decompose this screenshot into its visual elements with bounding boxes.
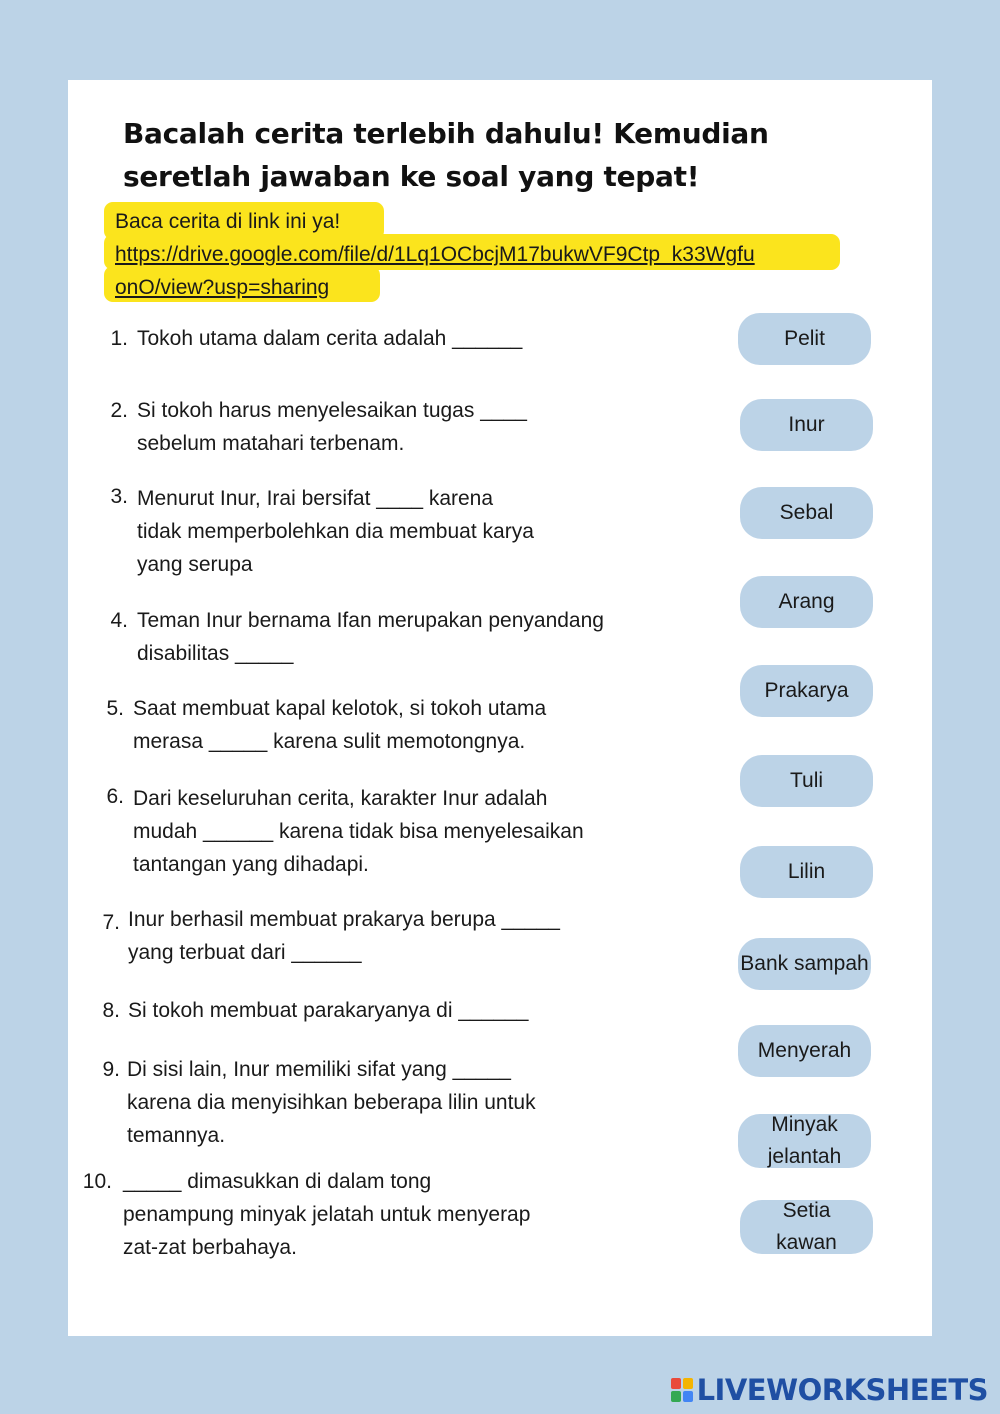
brand-name: LIVEWORKSHEETS [696, 1373, 988, 1407]
logo-square-yellow [683, 1378, 693, 1389]
answer-pill-bank-sampah[interactable] [738, 938, 871, 990]
answer-label: Lilin [787, 860, 826, 883]
story-link-intro: Baca cerita di link ini ya! [115, 210, 341, 233]
question-line: mudah ______ karena tidak bisa menyelesaikan [133, 820, 584, 843]
question-text [128, 903, 560, 969]
question-text [137, 604, 604, 670]
question-number: 5. [106, 697, 124, 720]
question-line: Tokoh utama dalam cerita adalah ______ [137, 327, 523, 350]
logo-square-green [671, 1391, 681, 1402]
question-text [137, 394, 527, 460]
question-line: Si tokoh harus menyelesaikan tugas ____ [137, 399, 527, 422]
answer-label: Inur [788, 413, 825, 436]
answer-pill-prakarya[interactable] [740, 665, 873, 717]
question-line: disabilitas _____ [137, 642, 294, 665]
question-number: 6. [106, 785, 124, 808]
answer-pill-sebal[interactable] [740, 487, 873, 539]
question-text [137, 482, 534, 581]
logo-square-red [671, 1378, 681, 1389]
question-line: Teman Inur bernama Ifan merupakan penyandang [137, 609, 604, 632]
question-line: tantangan yang dihadapi. [133, 853, 369, 876]
question-text [128, 994, 528, 1027]
answer-label: Setia kawan [776, 1199, 837, 1254]
question-line: karena dia menyisihkan beberapa lilin untuk [127, 1091, 536, 1114]
answer-label: Bank sampah [740, 952, 869, 975]
answer-pill-menyerah[interactable] [738, 1025, 871, 1077]
question-line: Di sisi lain, Inur memiliki sifat yang _____ [127, 1058, 511, 1081]
question-line: zat-zat berbahaya. [123, 1236, 297, 1259]
question-number: 9. [102, 1058, 120, 1081]
question-number: 3. [110, 485, 128, 508]
answer-label: Pelit [784, 327, 825, 350]
title-line-2: seretlah jawaban ke soal yang tepat! [123, 160, 700, 193]
answer-pill-pelit[interactable] [738, 313, 871, 365]
answer-pill-arang[interactable] [740, 576, 873, 628]
liveworksheets-logo-icon [671, 1378, 693, 1402]
story-link-url-line-2[interactable]: onO/view?usp=sharing [115, 276, 330, 299]
question-number: 10. [82, 1170, 112, 1193]
answer-pill-setia-kawan[interactable] [740, 1200, 873, 1254]
answer-pill-tuli[interactable] [740, 755, 873, 807]
worksheet-title [123, 112, 843, 198]
answer-pill-minyak-jelantah[interactable] [738, 1114, 871, 1168]
story-link-box [104, 202, 840, 302]
answer-label: Menyerah [757, 1039, 852, 1062]
question-number: 4. [110, 609, 128, 632]
story-link-text [115, 205, 755, 304]
title-line-1: Bacalah cerita terlebih dahulu! Kemudian [123, 117, 769, 150]
answer-label: Minyak jelantah [767, 1113, 842, 1168]
question-text [133, 782, 584, 881]
question-number: 1. [110, 327, 128, 350]
question-line: merasa _____ karena sulit memotongnya. [133, 730, 526, 753]
question-line: Saat membuat kapal kelotok, si tokoh utama [133, 697, 547, 720]
question-line: Inur berhasil membuat prakarya berupa _____ [128, 908, 560, 931]
question-line: Dari keseluruhan cerita, karakter Inur adalah [133, 787, 548, 810]
question-line: yang serupa [137, 553, 253, 576]
question-line: temannya. [127, 1124, 226, 1147]
answer-label: Sebal [779, 501, 834, 524]
question-number: 2. [110, 399, 128, 422]
liveworksheets-brand[interactable] [671, 1372, 988, 1408]
question-text [123, 1165, 530, 1264]
answer-pill-lilin[interactable] [740, 846, 873, 898]
question-line: tidak memperbolehkan dia membuat karya [137, 520, 534, 543]
question-text [133, 692, 546, 758]
question-line: yang terbuat dari ______ [128, 941, 362, 964]
answer-label: Prakarya [764, 679, 849, 702]
question-line: Menurut Inur, Irai bersifat ____ karena [137, 487, 494, 510]
question-number: 8. [102, 999, 120, 1022]
question-text [137, 322, 522, 355]
answer-label: Arang [778, 590, 835, 613]
question-line: penampung minyak jelatah untuk menyerap [123, 1203, 531, 1226]
answer-label: Tuli [789, 769, 824, 792]
question-line: Si tokoh membuat parakaryanya di ______ [128, 999, 529, 1022]
question-line: _____ dimasukkan di dalam tong [123, 1170, 432, 1193]
logo-square-blue [683, 1391, 693, 1402]
answer-pill-inur[interactable] [740, 399, 873, 451]
question-line: sebelum matahari terbenam. [137, 432, 405, 455]
story-link-url-line-1[interactable]: https://drive.google.com/file/d/1Lq1OCbcjM17bukwVF9Ctp_k33Wgfu [115, 243, 755, 266]
question-number: 7. [102, 911, 120, 934]
question-text [127, 1053, 536, 1152]
